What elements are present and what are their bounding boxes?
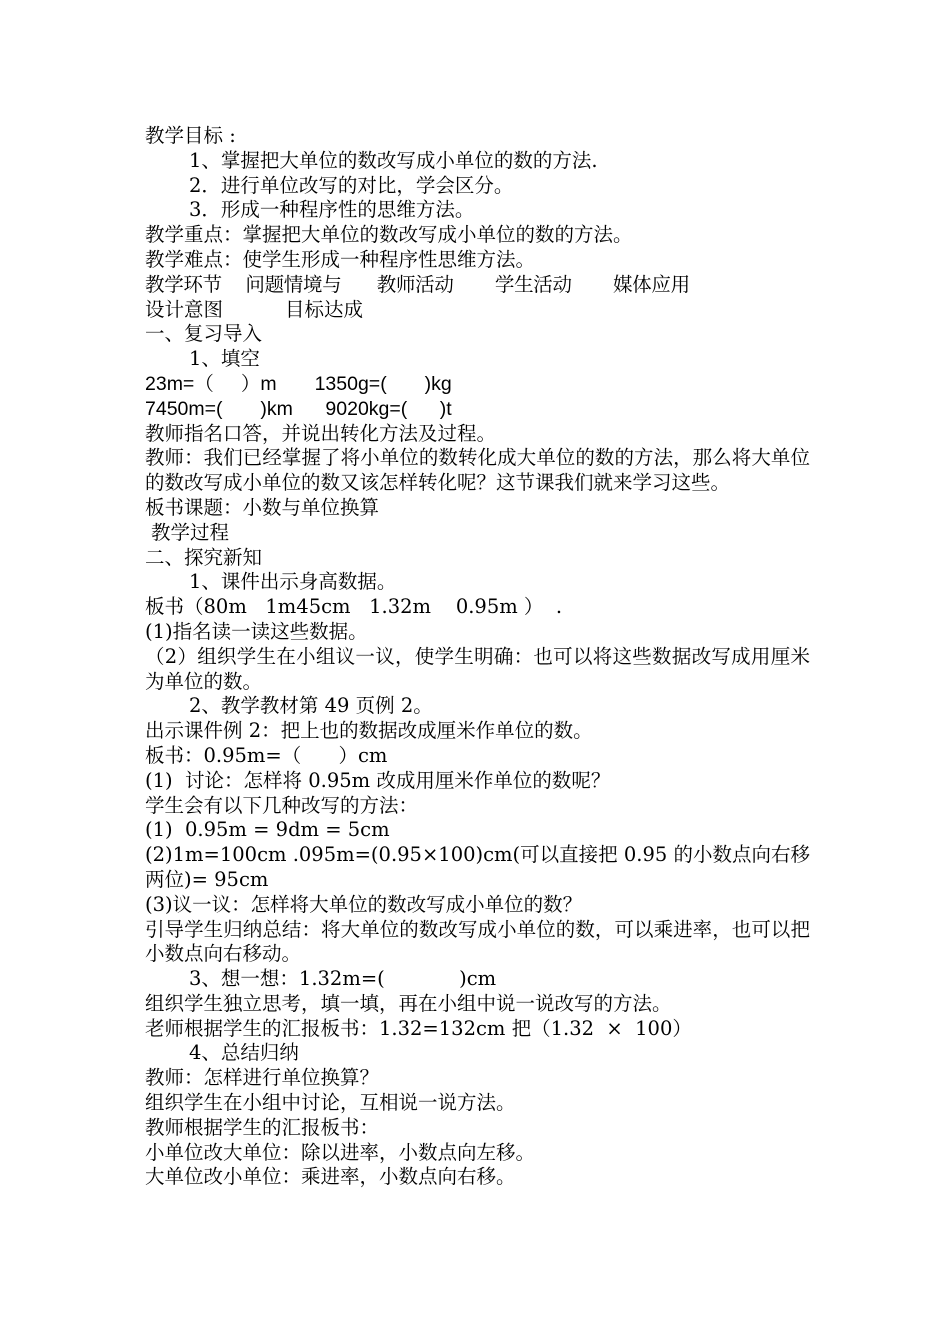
teacher-question-line: 教师：怎样进行单位换算？ [145,1066,380,1090]
section-explore-heading: 二、探究新知 [145,545,263,569]
discussion-question-line: (1) 讨论：怎样将 0.95m 改成用厘米作单位的数呢？ [145,768,611,792]
group-discussion-paragraph: （2）组织学生在小组议一议，使学生明确：也可以将这些数据改写成用厘米为单位的数。 [145,644,810,693]
difficulty-line: 教学难点：使学生形成一种程序性思维方法。 [145,247,536,271]
teacher-intro-paragraph: 教师：我们已经掌握了将小单位的数转化成大单位的数的方法，那么将大单位的数改写成小单位的数又该怎样转化呢？这节课我们就来学习这些。 [145,446,810,495]
teaching-process-heading: 教学过程 [151,520,230,544]
table-header-line-1: 教学环节 问题情境与 教师活动 学生活动 媒体应用 [145,272,690,296]
goal-item-2: 2．进行单位改写的对比，学会区分。 [189,173,514,197]
think-item-3: 3、想一想：1.32m=( )cm [189,967,497,991]
read-data-line: (1)指名读一读这些数据。 [145,619,368,643]
discuss-question-3-line: (3)议一议：怎样将大单位的数改写成小单位的数？ [145,892,583,916]
teacher-board-line: 老师根据学生的汇报板书：1.32=132cm 把（1.32 × 100） [145,1016,692,1040]
method-1-line: (1) 0.95m = 9dm = 5cm [145,818,390,842]
independent-thinking-line: 组织学生独立思考，填一填，再在小组中说一说改写的方法。 [145,991,672,1015]
teacher-board-summary-line: 教师根据学生的汇报板书： [145,1115,380,1139]
large-to-small-rule: 大单位改小单位：乘进率，小数点向右移。 [145,1165,516,1189]
section-teaching-goals-heading: 教学目标 : [145,124,236,147]
teacher-instruction-line: 教师指名口答，并说出转化方法及过程。 [145,421,497,445]
explore-item-2: 2、教学教材第 49 页例 2。 [189,694,433,718]
board-heights-line: 板书（80m 1m45cm 1.32m 0.95m ） . [145,595,563,619]
goal-item-3: 3．形成一种程序性的思维方法。 [189,198,475,222]
fill-blank-heading: 1、填空 [189,347,260,371]
group-discuss-line: 组织学生在小组中讨论，互相说一说方法。 [145,1091,516,1115]
methods-intro-line: 学生会有以下几种改写的方法： [145,793,419,817]
board-title-line: 板书课题：小数与单位换算 [145,495,380,519]
example-2-line: 出示课件例 2：把上也的数据改成厘米作单位的数。 [145,719,593,743]
explore-item-1: 1、课件出示身高数据。 [189,570,397,594]
method-2-paragraph: (2)1m=100cm .095m=(0.95×100)cm(可以直接把 0.95 的小数点向右移两位)= 95cm [145,843,810,891]
board-conversion-line: 板书：0.95m=（ ）cm [145,743,388,767]
summary-guidance-paragraph: 引导学生归纳总结：将大单位的数改写成小单位的数，可以乘进率，也可以把小数点向右移动。 [145,917,810,966]
section-review-heading: 一、复习导入 [145,322,263,346]
exercise-line-1: 23m=（ ）m 1350g=( )kg [145,372,452,395]
table-header-line-2: 设计意图 目标达成 [145,297,363,321]
exercise-line-2: 7450m=( )km 9020kg=( )t [145,397,452,420]
lesson-plan-text [145,124,810,1190]
small-to-large-rule: 小单位改大单位：除以进率，小数点向左移。 [145,1140,536,1164]
summary-item-4: 4、总结归纳 [189,1041,299,1065]
goal-item-1: 1、掌握把大单位的数改写成小单位的数的方法. [189,148,598,172]
key-point-line: 教学重点：掌握把大单位的数改写成小单位的数的方法。 [145,223,633,247]
